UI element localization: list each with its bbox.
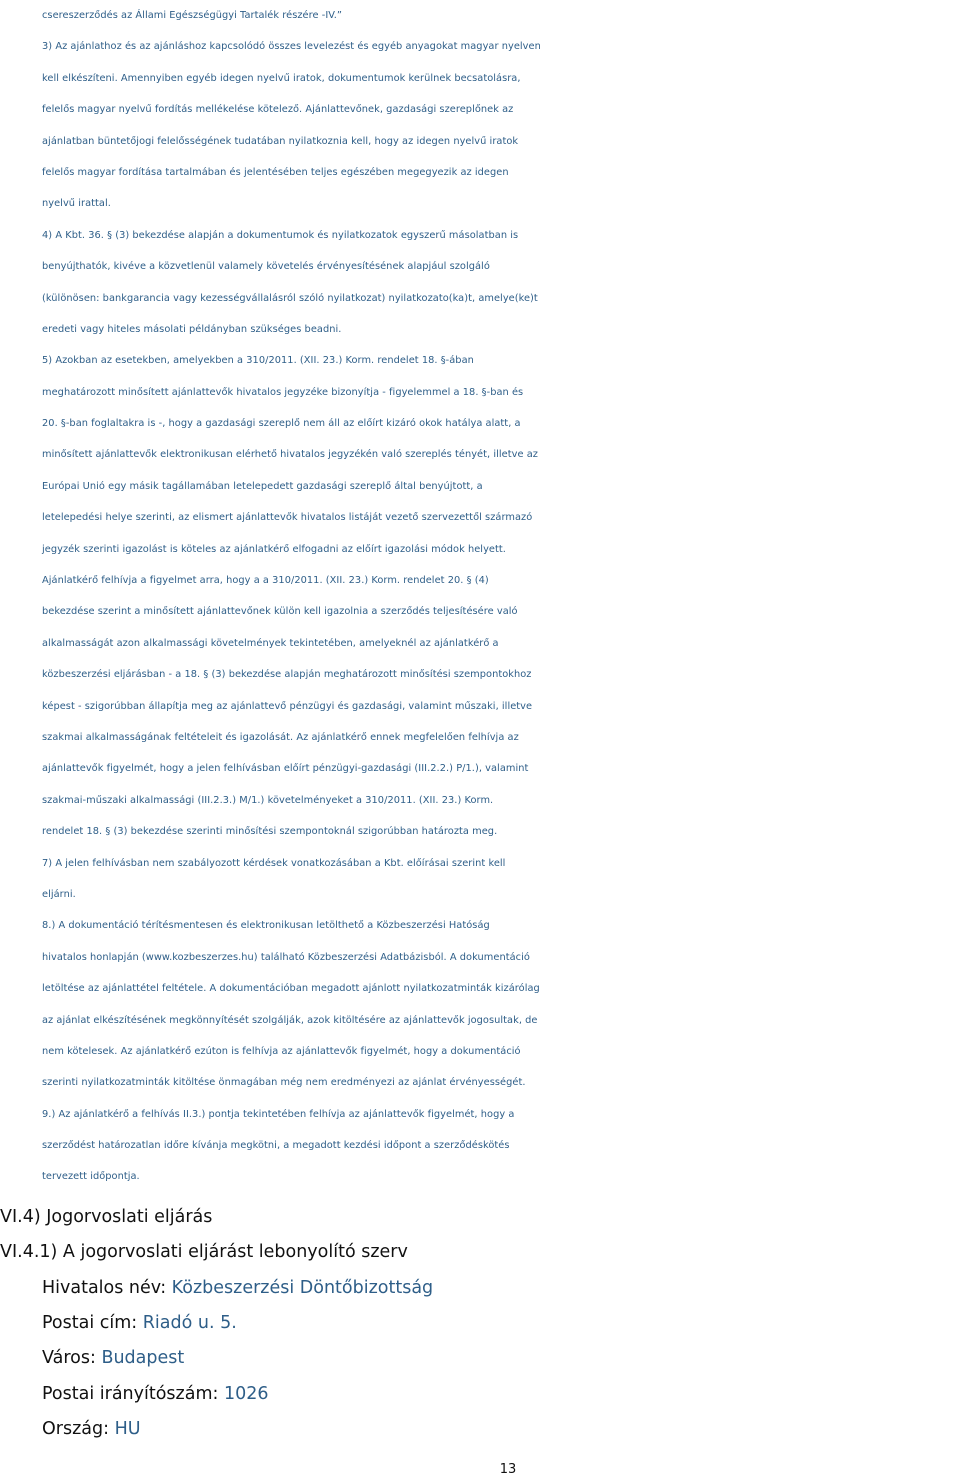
body-line: bekezdése szerint a minősített ajánlattevőnek külön kell igazolnia a szerződés teljesítésére való [42,606,518,618]
body-line: letöltése az ajánlattétel feltétele. A dokumentációban megadott ajánlott nyilatkozatminták kizárólag [42,983,540,995]
body-line: eredeti vagy hiteles másolati példányban szükséges beadni. [42,323,342,335]
body-line: szakmai alkalmasságának feltételeit és igazolását. Az ajánlatkérő ennek megfelelően felhívja az [42,731,519,743]
body-line: képest - szigorúbban állapítja meg az ajánlattevő pénzügyi és gazdasági, valamint műszaki, illetve [42,700,533,712]
section-heading: VI.4) Jogorvoslati eljárás [0,1207,213,1227]
body-line: rendelet 18. § (3) bekezdése szerinti minősítési szempontoknál szigorúbban határozta meg. [42,826,498,838]
body-line: közbeszerzési eljárásban - a 18. § (3) bekezdése alapján meghatározott minősítési szempontokhoz [42,669,532,681]
body-line: (különösen: bankgarancia vagy kezességvállalásról szóló nyilatkozat) nyilatkozato(ka)t, amelye(ke)t [42,292,538,304]
body-line: Európai Unió egy másik tagállamában letelepedett gazdasági szereplő által benyújtott, a [42,480,483,492]
body-line: jegyzék szerinti igazolást is köteles az ajánlatkérő elfogadni az előírt igazolási módok helyett. [42,543,506,555]
official-name-value: Közbeszerzési Döntőbizottság [171,1278,434,1298]
postal-code-label: Postai irányítószám: [42,1384,224,1404]
country-label: Ország: [42,1419,115,1439]
postal-code-row [42,1384,269,1404]
body-line: nyelvű irattal. [42,198,111,210]
city-row [42,1348,184,1368]
body-line: szakmai-műszaki alkalmassági (III.2.3.) M/1.) követelményeket a 310/2011. (XII. 23.) Korm. [42,794,494,806]
body-line: Ajánlatkérő felhívja a figyelmet arra, hogy a a 310/2011. (XII. 23.) Korm. rendelet 20. § (4) [42,575,489,587]
body-line: 5) Azokban az esetekben, amelyekben a 310/2011. (XII. 23.) Korm. rendelet 18. §-ában [42,355,474,367]
official-name-row [42,1278,433,1298]
city-label: Város: [42,1348,102,1368]
notice-body-text [42,0,960,1193]
body-line: 9.) Az ajánlatkérő a felhívás II.3.) pontja tekintetében felhívja az ajánlattevők figyelmét, hogy a [42,1108,515,1120]
postal-code-value: 1026 [223,1384,269,1404]
body-line: 8.) A dokumentáció térítésmentesen és elektronikusan letölthető a Közbeszerzési Hatóság [42,920,490,932]
postal-address-label: Postai cím: [42,1313,143,1333]
body-line: minősített ajánlattevők elektronikusan elérhető hivatalos jegyzékén való szereplés tényét, illetve az [42,449,538,461]
body-line: letelepedési helye szerinti, az elismert ajánlattevők hivatalos listáját vezető szervezettől származó [42,512,533,524]
body-line: eljárni. [42,888,76,900]
body-line: felelős magyar nyelvű fordítás mellékelése kötelező. Ajánlattevőnek, gazdasági szereplőnek az [42,104,514,116]
body-line: ajánlattevők figyelmét, hogy a jelen felhívásban előírt pénzügyi-gazdasági (III.2.2.) P/1.), valamint [42,763,529,775]
body-line: szerinti nyilatkozatminták kitöltése önmagában még nem eredményezi az ajánlat érvényességét. [42,1077,526,1089]
body-line: az ajánlat elkészítésének megkönnyítését szolgálják, azok kitöltésére az ajánlattevők jogosultak, de [42,1014,538,1026]
subsection-heading: VI.4.1) A jogorvoslati eljárást lebonyolító szerv [0,1242,408,1262]
postal-address-value: Riadó u. 5. [142,1313,237,1333]
city-value: Budapest [101,1348,185,1368]
body-line: szerződést határozatlan időre kívánja megkötni, a megadott kezdési időpont a szerződéskötés [42,1140,510,1152]
body-line: 7) A jelen felhívásban nem szabályozott kérdések vonatkozásában a Kbt. előírásai szerint kell [42,857,506,869]
body-line: hivatalos honlapján (www.kozbeszerzes.hu) található Közbeszerzési Adatbázisból. A dokumentáció [42,951,530,963]
postal-address-row [42,1313,237,1333]
body-line: 20. §-ban foglaltakra is -, hogy a gazdasági szereplő nem áll az előírt kizáró okok hatálya alatt, a [42,418,521,430]
official-name-label: Hivatalos név: [42,1278,172,1298]
body-line: ajánlatban büntetőjogi felelősségének tudatában nyilatkoznia kell, hogy az idegen nyelvű iratok [42,135,519,147]
body-line: benyújthatók, kivéve a közvetlenül valamely követelés érvényesítésének alapjául szolgáló [42,261,490,273]
body-line: meghatározott minősített ajánlattevők hivatalos jegyzéke bizonyítja - figyelemmel a 18. §-ban és [42,386,524,398]
country-row [42,1419,141,1439]
body-line: 4) A Kbt. 36. § (3) bekezdése alapján a dokumentumok és nyilatkozatok egyszerű másolatban is [42,229,519,241]
body-line: csereszerződés az Állami Egészségügyi Tartalék részére -IV.” [42,10,343,21]
body-line: 3) Az ajánlathoz és az ajánláshoz kapcsolódó összes levelezést és egyéb anyagokat magyar nyelven [42,41,541,53]
country-value: HU [114,1419,141,1439]
page-number: 13 [499,1462,517,1477]
body-line: alkalmasságát azon alkalmassági követelmények tekintetében, amelyeknél az ajánlatkérő a [42,637,499,649]
body-line: nem kötelesek. Az ajánlatkérő ezúton is felhívja az ajánlattevők figyelmét, hogy a dokumentáció [42,1045,521,1057]
body-line: tervezett időpontja. [42,1171,140,1183]
body-line: kell elkészíteni. Amennyiben egyéb idegen nyelvű iratok, dokumentumok kerülnek becsatolásra, [42,72,521,84]
body-line: felelős magyar fordítása tartalmában és jelentésében teljes egészében megegyezik az idegen [42,166,509,178]
